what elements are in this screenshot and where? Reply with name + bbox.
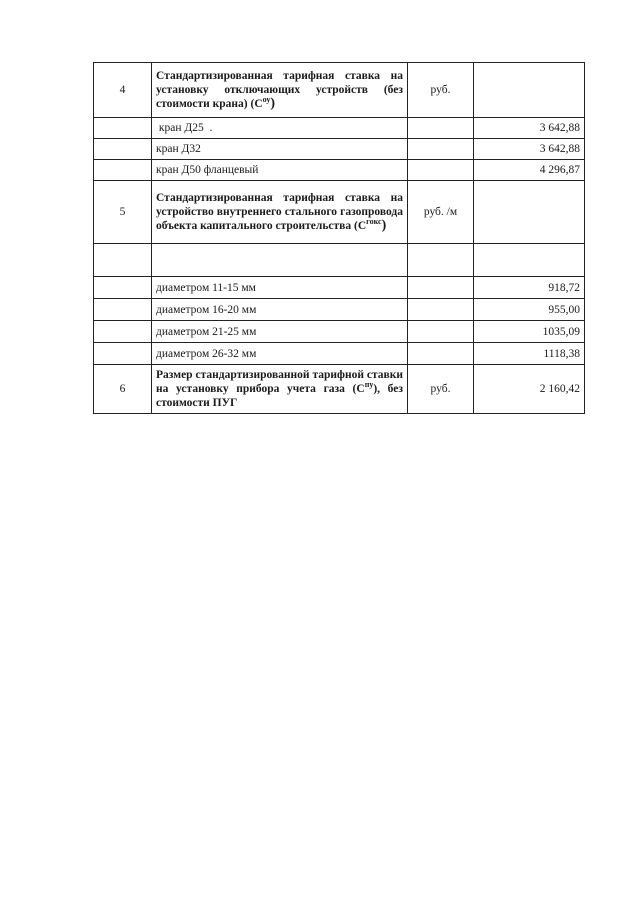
row-value xyxy=(474,63,585,118)
row-unit xyxy=(408,343,474,365)
row-number: 6 xyxy=(94,365,152,414)
table-row xyxy=(94,299,585,321)
row-value xyxy=(474,244,585,277)
row-name: Размер стандартизированной тарифной ставки на установку прибора учета газа $(C^{пу})$, без стоимости ПУГ xyxy=(152,365,408,414)
row-number xyxy=(94,321,152,343)
row-unit: руб. xyxy=(408,63,474,118)
row-name: диаметром 11-15 мм xyxy=(152,277,408,299)
row-value: 4 296,87 xyxy=(474,160,585,181)
row-name: кран Д50 фланцевый xyxy=(152,160,408,181)
row-name xyxy=(152,244,408,277)
row-number xyxy=(94,299,152,321)
row-unit xyxy=(408,321,474,343)
table-row-4 xyxy=(94,63,585,118)
table-row xyxy=(94,343,585,365)
row-value xyxy=(474,181,585,244)
row-unit xyxy=(408,160,474,181)
row-number xyxy=(94,160,152,181)
row-value: 955,00 xyxy=(474,299,585,321)
row-name: диаметром 26-32 мм xyxy=(152,343,408,365)
table-row xyxy=(94,244,585,277)
table-row xyxy=(94,118,585,139)
row-number xyxy=(94,277,152,299)
row-value: 3 642,88 xyxy=(474,118,585,139)
row-unit xyxy=(408,299,474,321)
row-unit: руб. /м xyxy=(408,181,474,244)
row-unit: руб. xyxy=(408,365,474,414)
row-value: 3 642,88 xyxy=(474,139,585,160)
row-unit xyxy=(408,244,474,277)
row-value: 918,72 xyxy=(474,277,585,299)
row-unit xyxy=(408,118,474,139)
table-row xyxy=(94,160,585,181)
table-row xyxy=(94,139,585,160)
row-name: Стандартизированная тарифная ставка на установку отключающих устройств (без стоимости крана) $(C^{оу})$ xyxy=(152,63,408,118)
row-unit xyxy=(408,277,474,299)
table-row-6 xyxy=(94,365,585,414)
row-number xyxy=(94,139,152,160)
row-number: 4 xyxy=(94,63,152,118)
row-name: кран Д25 . xyxy=(152,118,408,139)
row-name: кран Д32 xyxy=(152,139,408,160)
row-name: Стандартизированная тарифная ставка на устройство внутреннего стального газопровода объекта капитального строительства $(C^{гокс})$ xyxy=(152,181,408,244)
row-value: 1035,09 xyxy=(474,321,585,343)
tariff-table xyxy=(93,62,585,414)
row-name: диаметром 16-20 мм xyxy=(152,299,408,321)
table-row xyxy=(94,321,585,343)
row-value: 1118,38 xyxy=(474,343,585,365)
table-row-5 xyxy=(94,181,585,244)
row-number xyxy=(94,343,152,365)
table-row xyxy=(94,277,585,299)
row-number: 5 xyxy=(94,181,152,244)
row-value: 2 160,42 xyxy=(474,365,585,414)
row-unit xyxy=(408,139,474,160)
row-number xyxy=(94,118,152,139)
row-name: диаметром 21-25 мм xyxy=(152,321,408,343)
row-number xyxy=(94,244,152,277)
